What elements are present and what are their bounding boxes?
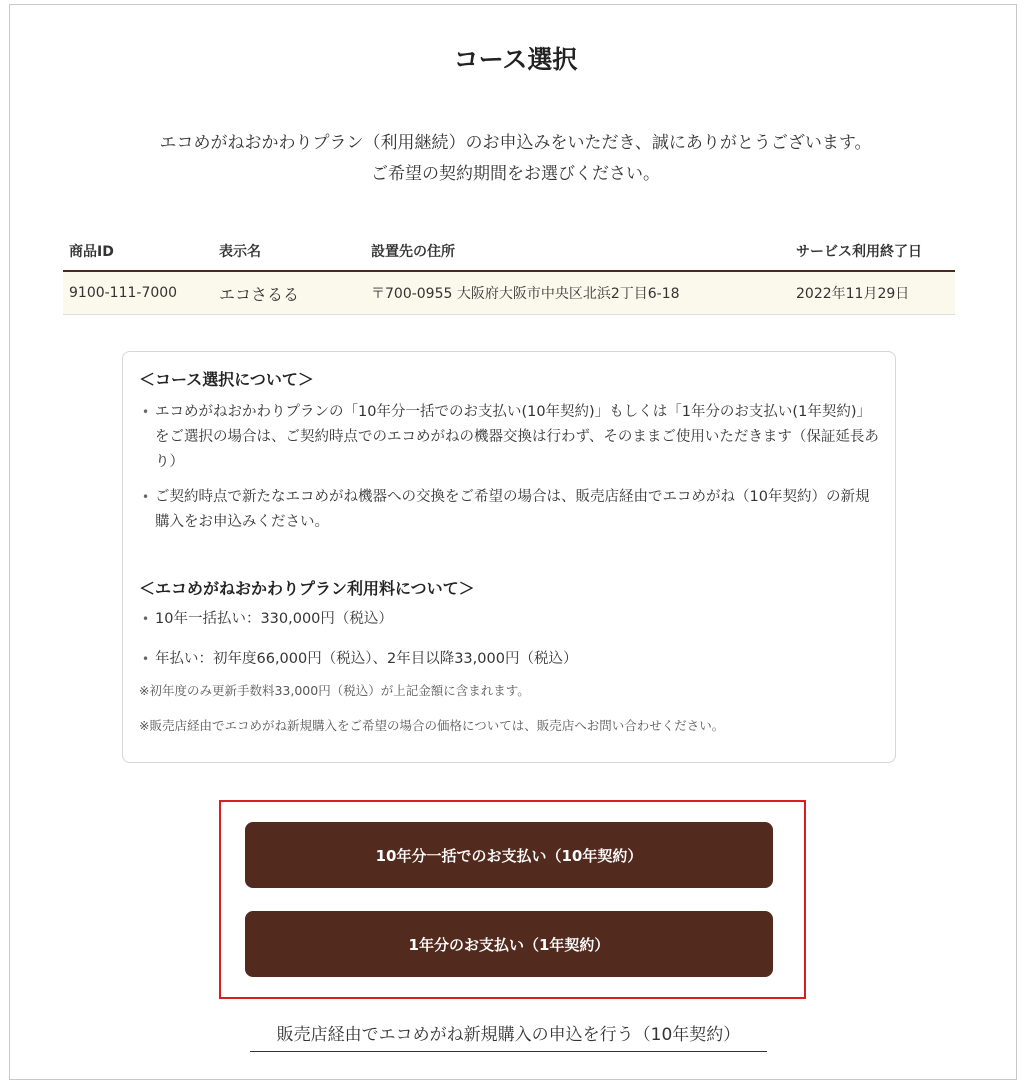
fee-info-list — [139, 607, 879, 672]
list-item: • ご契約時点で新たなエコめがね機器への交換をご希望の場合は、販売店経由でエコめがね（10年契約）の新規購入をお申込みください。 — [139, 485, 879, 535]
fee-note: ※初年度のみ更新手数料33,000円（税込）が上記金額に含まれます。 — [139, 683, 530, 698]
page-title: コース選択 — [453, 45, 578, 74]
cell-product-id: 9100-111-7000 — [63, 271, 213, 315]
intro-line-2: ご希望の契約期間をお選びください。 — [371, 164, 660, 184]
intro-line-1: エコめがねおかわりプラン（利用継続）のお申込みをいただき、誠にありがとうございます。 — [159, 133, 872, 153]
course-info-list — [139, 400, 879, 535]
list-item: • 年払い：初年度66,000円（税込）、2年目以降33,000円（税込） — [139, 647, 879, 672]
table-row — [63, 271, 955, 315]
header-product-id: 商品ID — [63, 232, 213, 271]
dealer-price-note: ※販売店経由でエコめがね新規購入をご希望の場合の価格については、販売店へお問い合わせください。 — [139, 718, 725, 733]
cell-end-date: 2022年11月29日 — [790, 271, 955, 315]
header-display-name: 表示名 — [213, 232, 365, 271]
course-info-heading: ＜コース選択について＞ — [139, 370, 314, 389]
list-item: • 10年一括払い：330,000円（税込） — [139, 607, 879, 632]
header-address: 設置先の住所 — [365, 232, 790, 271]
one-year-payment-button[interactable]: 1年分のお支払い（1年契約） — [245, 911, 773, 977]
ten-year-payment-button[interactable]: 10年分一括でのお支払い（10年契約） — [245, 822, 773, 888]
cell-address: 〒700-0955 大阪府大阪市中央区北浜2丁目6-18 — [365, 271, 790, 315]
table-header-row — [63, 232, 955, 271]
intro-message — [0, 128, 1031, 190]
cell-display-name: エコさるる — [213, 271, 365, 315]
dealer-purchase-link[interactable]: 販売店経由でエコめがね新規購入の申込を行う（10年契約） — [250, 1020, 767, 1052]
contract-info-table — [63, 232, 955, 315]
notice-box — [122, 351, 896, 763]
fee-info-heading: ＜エコめがねおかわりプラン利用料について＞ — [139, 579, 475, 598]
header-end-date: サービス利用終了日 — [790, 232, 955, 271]
list-item: • エコめがねおかわりプランの「10年分一括でのお支払い(10年契約)」もしくは「1年分のお支払い(1年契約)」をご選択の場合は、ご契約時点でのエコめがねの機器交換は行わず、そのままご使用いただきます（保証延長あり） — [139, 400, 879, 475]
